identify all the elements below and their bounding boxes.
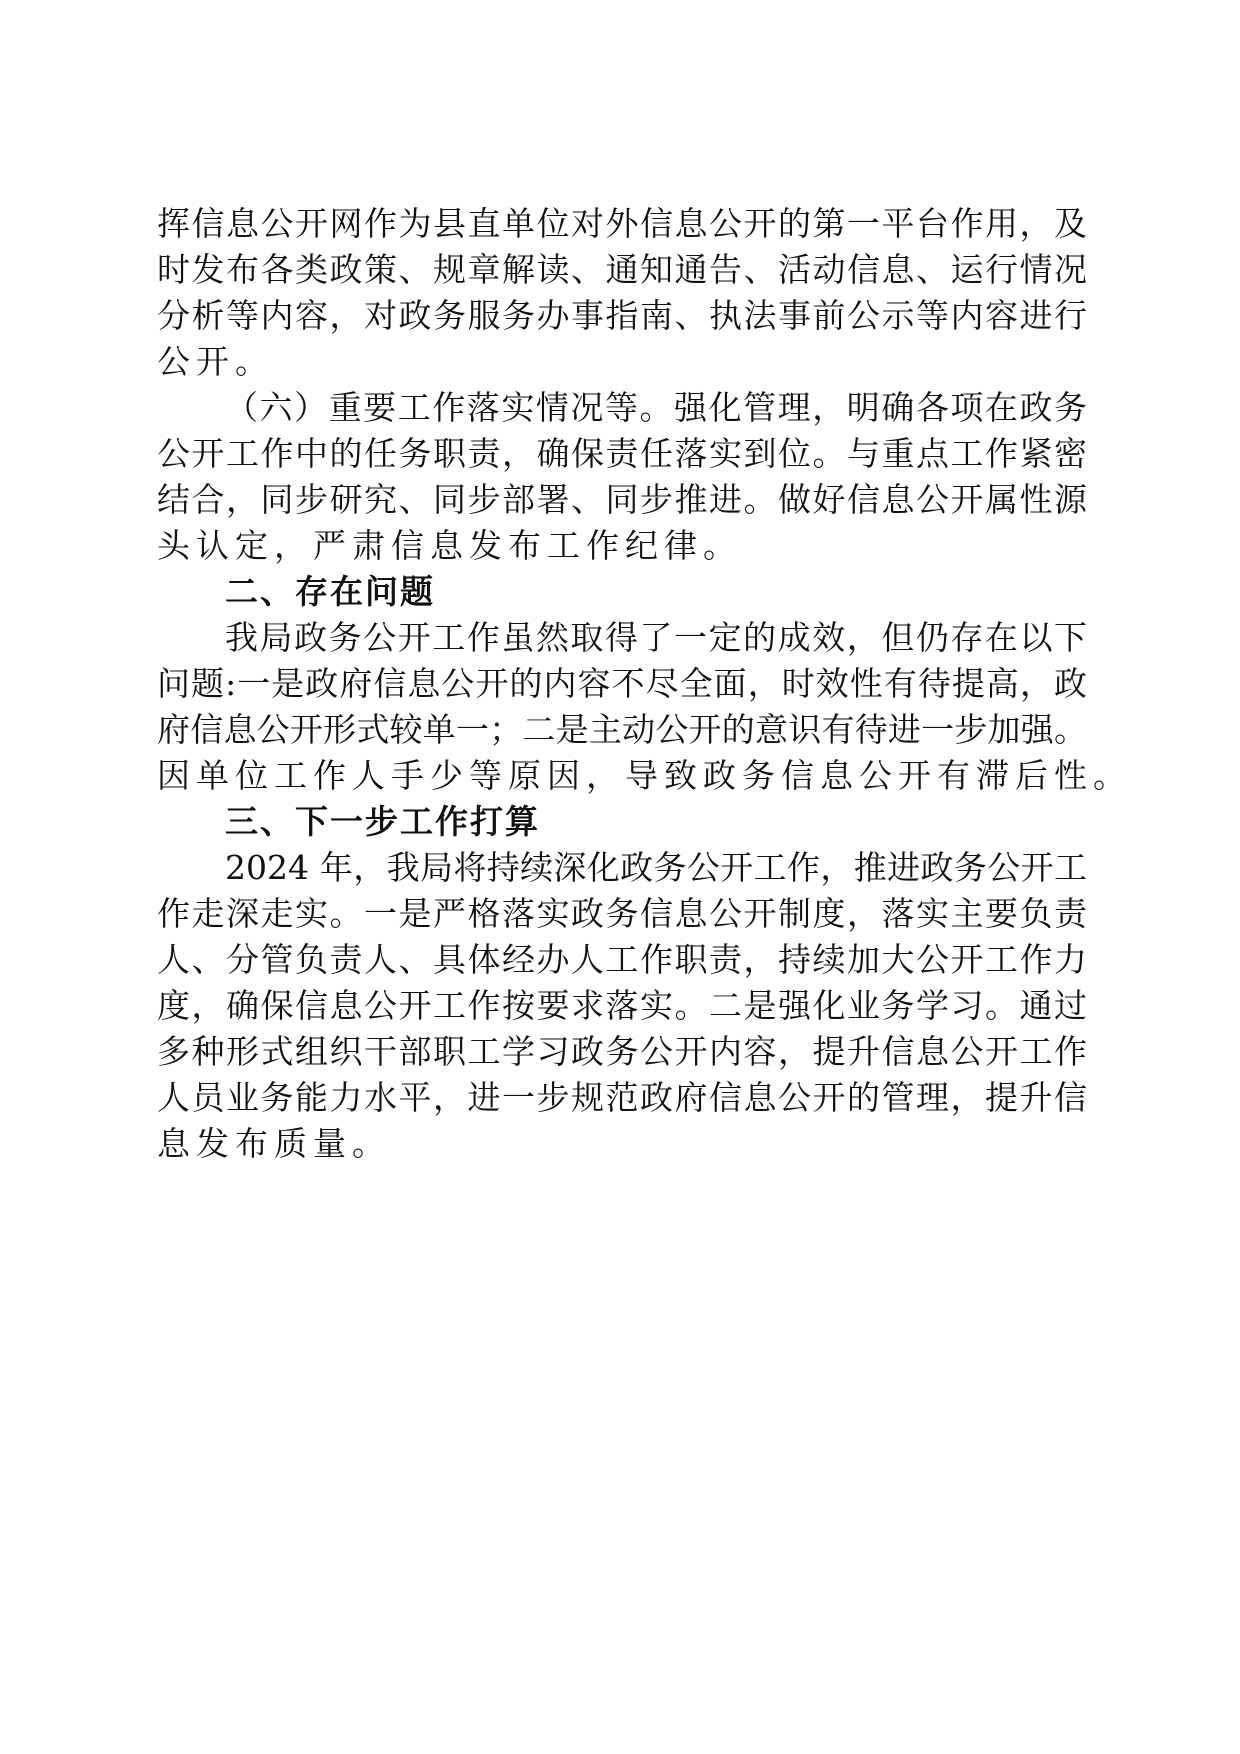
text-line: 度，确保信息公开工作按要求落实。二是强化业务学习。通过 [157, 986, 1087, 1025]
text-line: 人、分管负责人、具体经办人工作职责，持续加大公开工作力 [157, 940, 1087, 979]
text-line: 因单位工作人手少等原因，导致政务信息公开有滞后性。 [157, 756, 1132, 795]
text-line: 作走深走实。一是严格落实政务信息公开制度，落实主要负责 [157, 894, 1087, 933]
text-line: 2024 年，我局将持续深化政务公开工作，推进政务公开工 [225, 848, 1087, 887]
text-line: 公开工作中的任务职责，确保责任落实到位。与重点工作紧密 [157, 434, 1087, 473]
text-line: 多种形式组织干部职工学习政务公开内容，提升信息公开工作 [157, 1032, 1087, 1071]
section-heading-next-steps: 三、下一步工作打算 [225, 802, 540, 841]
text-line: 分析等内容，对政务服务办事指南、执法事前公示等内容进行 [157, 296, 1087, 335]
section-heading-existing-problems: 二、存在问题 [225, 572, 435, 611]
text-line: 挥信息公开网作为县直单位对外信息公开的第一平台作用，及 [157, 204, 1087, 243]
text-line: （六）重要工作落实情况等。强化管理，明确各项在政务 [225, 388, 1087, 427]
text-line: 公开。 [157, 342, 274, 381]
text-line: 人员业务能力水平，进一步规范政府信息公开的管理，提升信 [157, 1078, 1087, 1117]
text-line: 结合，同步研究、同步部署、同步推进。做好信息公开属性源 [157, 480, 1087, 519]
text-line: 问题:一是政府信息公开的内容不尽全面，时效性有待提高，政 [157, 664, 1087, 703]
text-line: 头认定，严肃信息发布工作纪律。 [157, 526, 742, 565]
text-line: 息发布质量。 [157, 1124, 391, 1163]
text-line: 我局政务公开工作虽然取得了一定的成效，但仍存在以下 [225, 618, 1087, 657]
text-line: 府信息公开形式较单一；二是主动公开的意识有待进一步加强。 [157, 710, 1087, 749]
text-line: 时发布各类政策、规章解读、通知通告、活动信息、运行情况 [157, 250, 1087, 289]
